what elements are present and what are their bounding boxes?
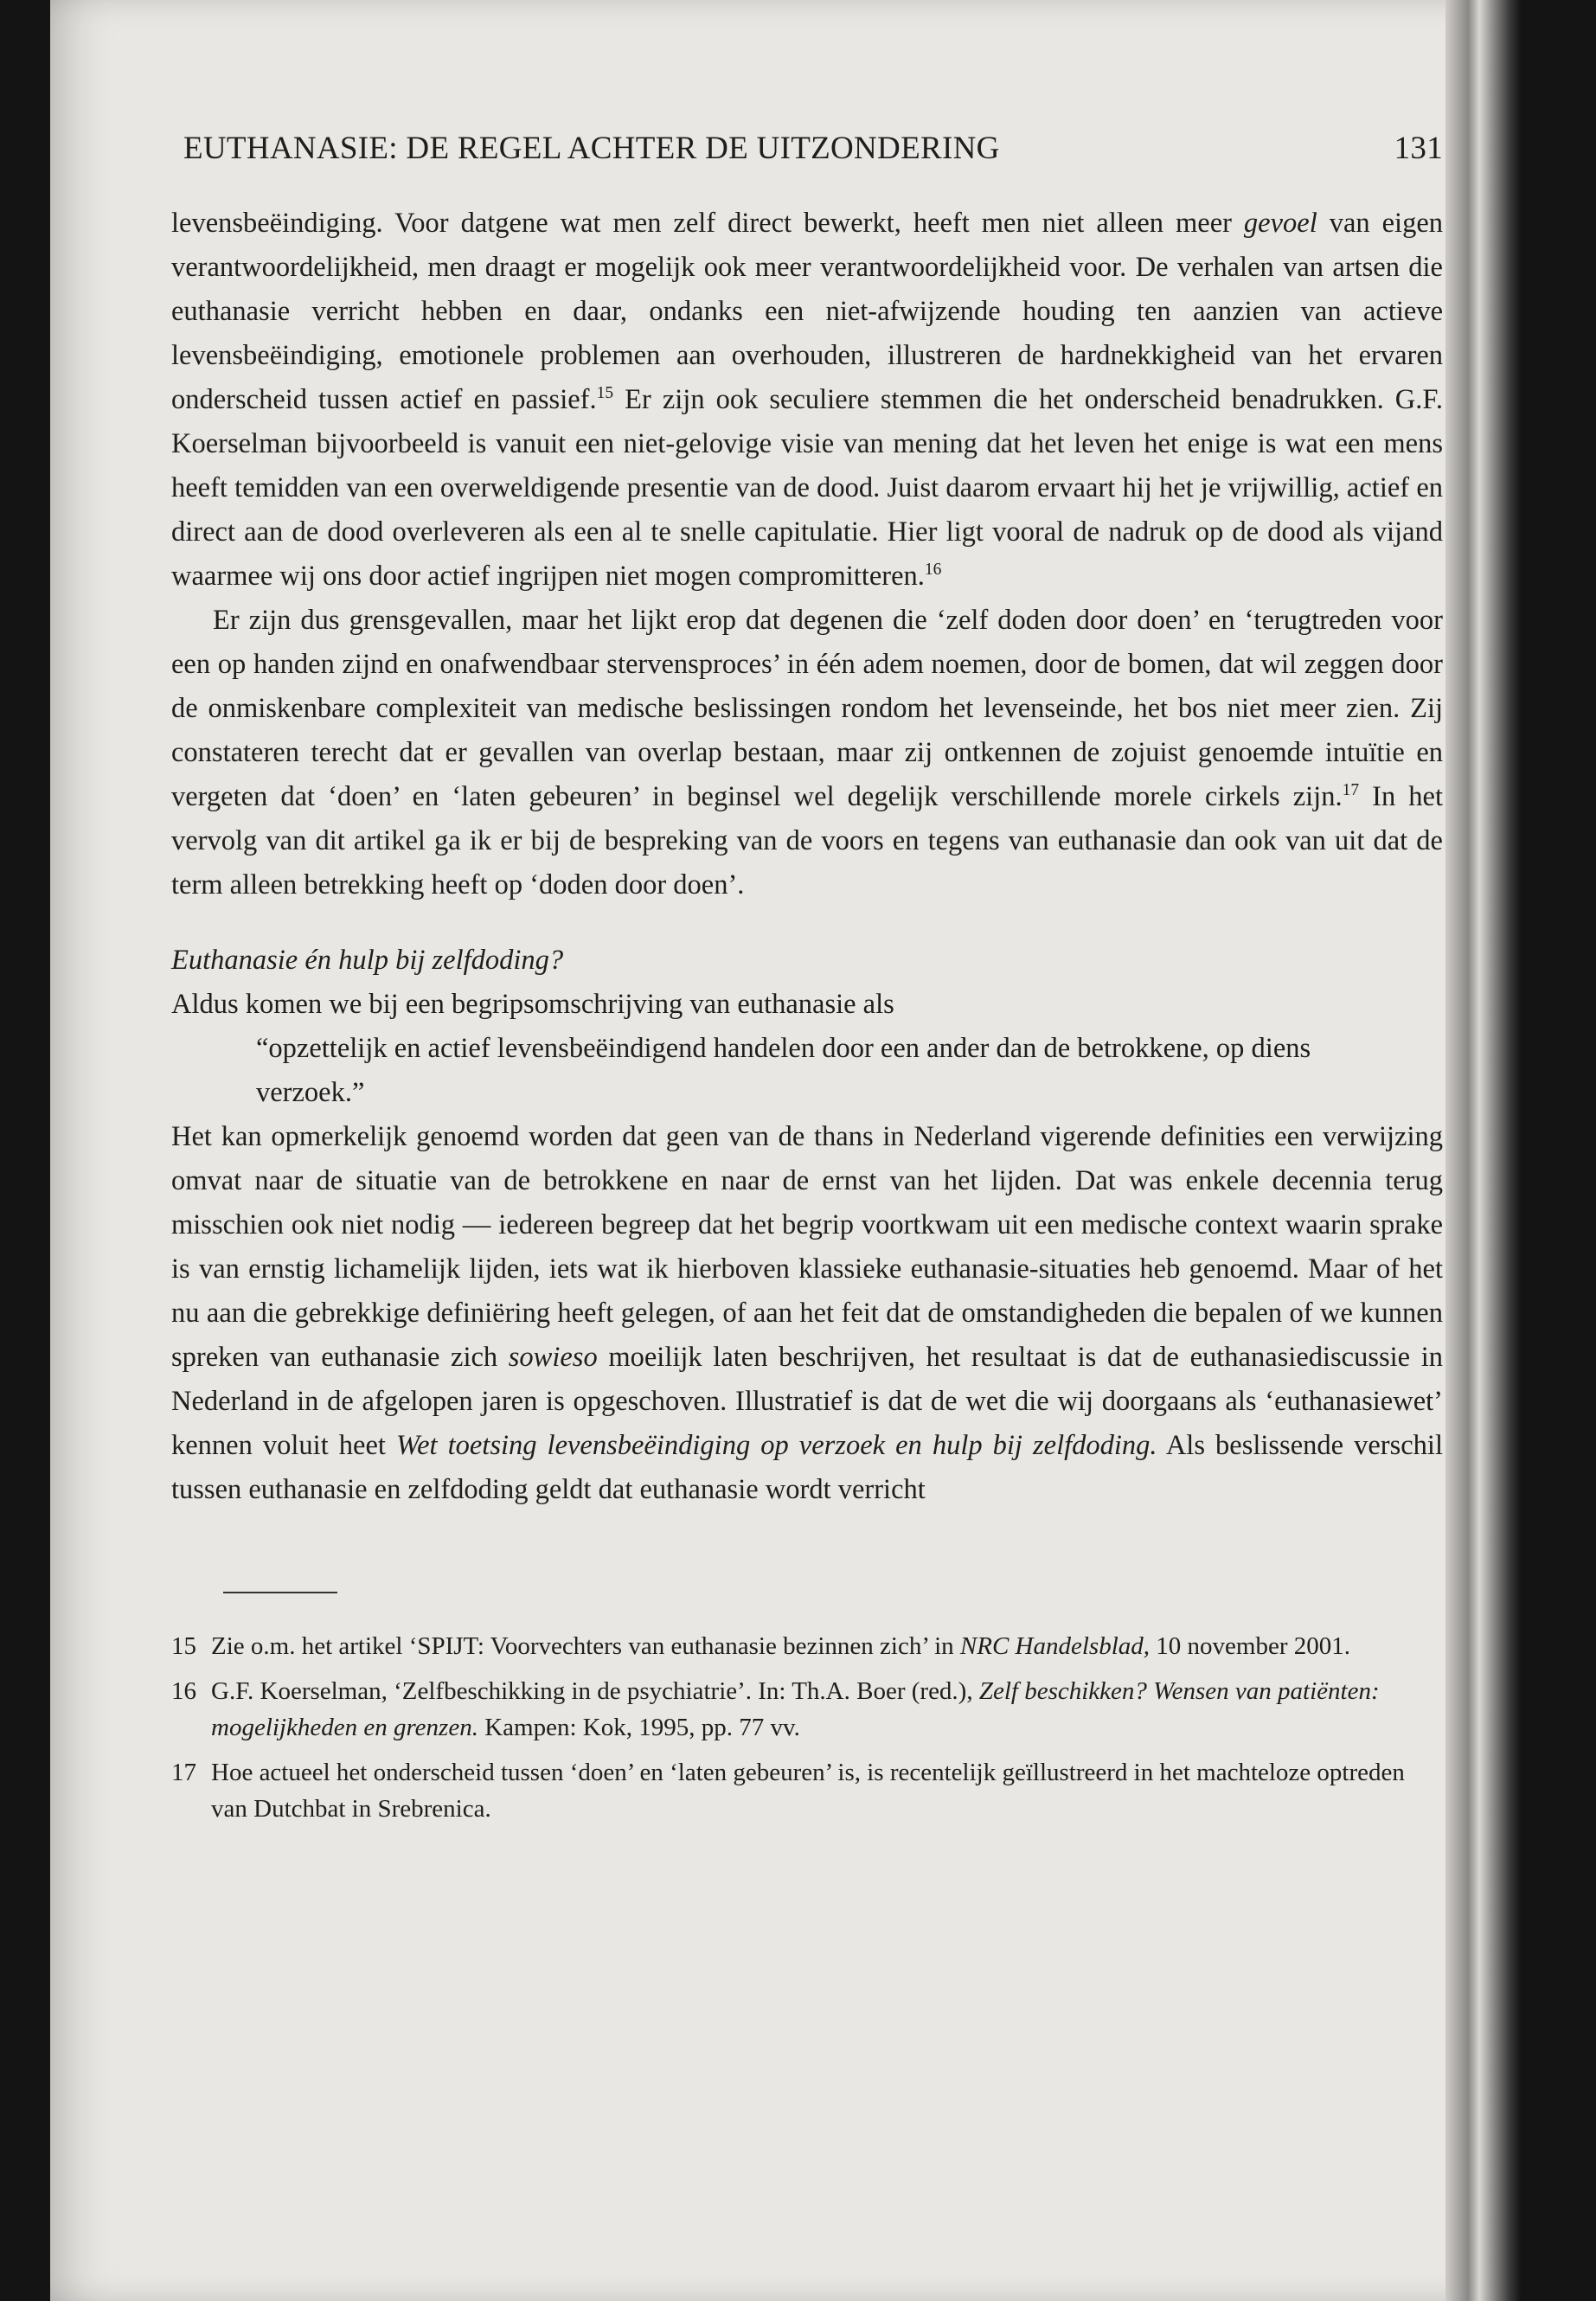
footnotes [171,1628,1443,1827]
book-binding-edge [1445,0,1521,2301]
section-heading: Euthanasie én hulp bij zelfdoding? [171,945,564,976]
footnote-number: 16 [171,1677,196,1705]
book-page [50,0,1521,2301]
paragraph: Aldus komen we bij een begripsomschrijving van euthanasie als [171,989,894,1020]
running-header-title: EUTHANASIE: DE REGEL ACHTER DE UITZONDERING [183,131,1000,166]
footnote-ref: 17 [1342,781,1360,800]
footnote: 16 G.F. Koerselman, ‘Zelfbeschikking in de psychiatrie’. In: Th.A. Boer (red.), Zelf beschikken? Wensen van patiënten: mogelijkheden en grenzen. Kampen: Kok, 1995, pp. 77 vv. [171,1673,1443,1746]
paragraph: Er zijn dus grensgevallen, maar het lijkt erop dat degenen die ‘zelf doden door doen’ en ‘terugtreden voor een op handen zijnd en onafwendbaar stervensproces’ in één adem noemen, door de bomen, dat wil zeggen door de onmiskenbare complexiteit van medische beslissingen rondom het levenseinde, het bos niet meer zien. Zij constateren terecht dat er gevallen van overlap bestaan, maar zij ontkennen de zojuist genoemde intuïtie en vergeten dat ‘doen’ en ‘laten gebeuren’ in beginsel wel degelijk verschillende morele cirkels zijn.$^{17}$ In het vervolg van dit artikel ga ik er bij de bespreking van de voors en tegens van euthanasie dan ook van uit dat de term alleen betrekking heeft op ‘doden door doen’. [171,605,1444,901]
footnote-ref: 16 [924,561,942,580]
footnote-divider [223,1592,337,1593]
paragraph: Het kan opmerkelijk genoemd worden dat geen van de thans in Nederland vigerende definities een verwijzing omvat naar de situatie van de betrokkene en naar de ernst van het lijden. Dat was enkele decennia terug misschien ook niet nodig — iedereen begreep dat het begrip voortkwam uit een medische context waarin sprake is van ernstig lichamelijk lijden, iets wat ik hierboven klassieke euthanasie-situaties heb genoemd. Maar of het nu aan die gebrekkige definiëring heeft gelegen, of aan het feit dat de omstandigheden die bepalen of we kunnen spreken van euthanasie zich sowieso moeilijk laten beschrijven, het resultaat is dat de euthanasiediscussie in Nederland in de afgelopen jaren is opgeschoven. Illustratief is dat de wet die wij doorgaans als ‘euthanasiewet’ kennen voluit heet Wet toetsing levensbeëindiging op verzoek en hulp bij zelfdoding. Als beslissende verschil tussen euthanasie en zelfdoding geldt dat euthanasie wordt verricht [171,1121,1443,1505]
page-content [171,130,1443,1836]
footnote-number: 17 [171,1759,196,1786]
paragraph: levensbeëindiging. Voor datgene wat men zelf direct bewerkt, heeft men niet alleen meer gevoel van eigen verantwoordelijkheid, men draagt er mogelijk ook meer verantwoordelijkheid voor. De verhalen van artsen die euthanasie verricht hebben en daar, ondanks een niet-afwijzende houding ten aanzien van actieve levensbeëindiging, emotionele problemen aan overhouden, illustreren de hardnekkigheid van het ervaren onderscheid tussen actief en passief.$^{15}$ Er zijn ook seculiere stemmen die het onderscheid benadrukken. G.F. Koerselman bijvoorbeeld is vanuit een niet-gelovige visie van mening dat het leven het enige is wat een mens heeft temidden van een overweldigende presentie van de dood. Juist daarom ervaart hij het je vrijwillig, actief en direct aan de dood overleveren als een al te snelle capitulatie. Hier ligt vooral de nadruk op de dood als vijand waarmee wij ons door actief ingrijpen niet mogen compromitteren.$^{16}$ [171,208,1443,592]
body-text [171,202,1443,1512]
block-quote: “opzettelijk en actief levensbeëindigend handelen door een ander dan de betrokkene, op diens verzoek.” [256,1033,1311,1108]
page-number: 131 [1394,131,1443,166]
running-header [183,130,1443,167]
footnote-number: 15 [171,1632,196,1660]
footnote: 17 Hoe actueel het onderscheid tussen ‘doen’ en ‘laten gebeuren’ is, is recentelijk geïllustreerd in het machteloze optreden van Dutchbat in Srebrenica. [171,1754,1443,1827]
footnote: 15 Zie o.m. het artikel ‘SPIJT: Voorvechters van euthanasie bezinnen zich’ in NRC Handelsblad, 10 november 2001. [171,1628,1443,1664]
footnote-ref: 15 [596,384,614,403]
